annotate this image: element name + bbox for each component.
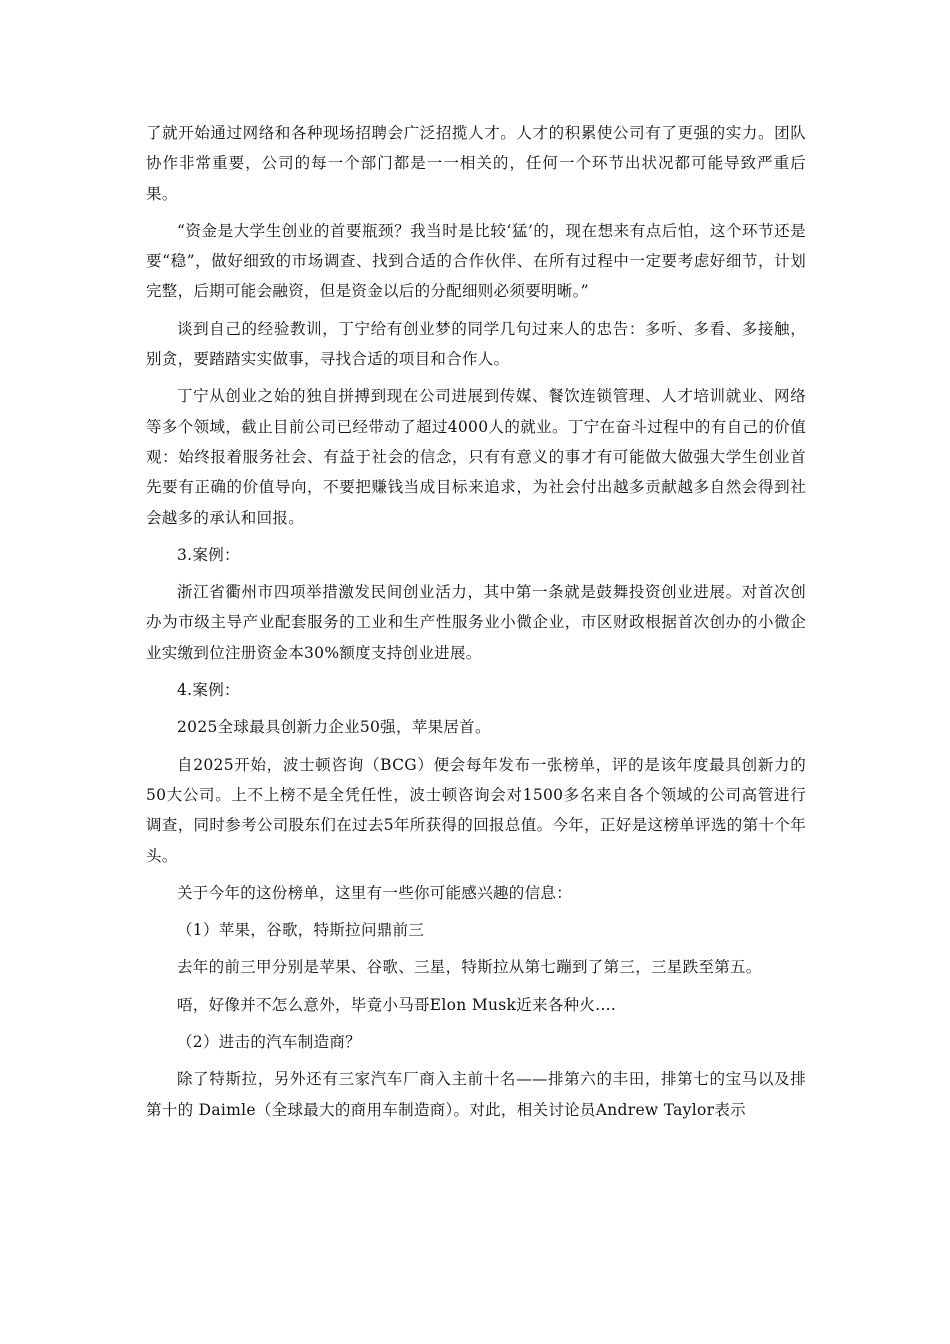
- paragraph-10: 唔，好像并不怎么意外，毕竟小马哥Elon Musk近来各种火....: [177, 995, 617, 1014]
- paragraph-7: 自2025开始，波士顿咨询（BCG）便会每年发布一张榜单，评的是该年度最具创新力的50大公司。上不上榜不是全凭任性，波士顿咨询会对1500多名来自各个领域的公司高管进行调查，同时参考公司股东们在过去5年所获得的回报总值。今年，正好是这榜单评选的第十个年头。: [146, 755, 806, 865]
- paragraph-3: 谈到自己的经验教训，丁宁给有创业梦的同学几句过来人的忠告：多听、多看、多接触，别贪，要踏踏实实做事，寻找合适的项目和合作人。: [146, 319, 806, 369]
- paragraph-4: 丁宁从创业之始的独自拼搏到现在公司进展到传媒、餐饮连锁管理、人才培训就业、网络等多个领域，截止目前公司已经带动了超过4000人的就业。丁宁在奋斗过程中的有自己的价值观：始终报着服务社会、有益于社会的信念，只有有意义的事才有可能做大做强大学生创业首先要有正确的价值导向，不要把赚钱当成目标来追求，为社会付出越多贡献越多自然会得到社会越多的承认和回报。: [146, 387, 806, 527]
- paragraph-2: “资金是大学生创业的首要瓶颈？我当时是比较‘猛’的，现在想来有点后怕，这个环节还是要“稳”，做好细致的市场调查、找到合适的合作伙伴、在所有过程中一定要考虑好细节，计划完整，后期可能会融资，但是资金以后的分配细则必须要明晰。”: [146, 221, 806, 301]
- list-item-1: （1）苹果，谷歌，特斯拉问鼎前三: [177, 921, 425, 940]
- section-heading-case-4: 4.案例：: [177, 681, 240, 700]
- paragraph-5: 浙江省衢州市四项举措激发民间创业活力，其中第一条就是鼓舞投资创业进展。对首次创办为市级主导产业配套服务的工业和生产性服务业小微企业，市区财政根据首次创办的小微企业实缴到位注册资金本30%额度支持创业进展。: [146, 583, 806, 662]
- paragraph-11: 除了特斯拉，另外还有三家汽车厂商入主前十名——排第六的丰田，排第七的宝马以及排第十的 Daimle（全球最大的商用车制造商）。对此，相关讨论员Andrew Taylor表示: [146, 1070, 806, 1119]
- paragraph-8: 关于今年的这份榜单，这里有一些你可能感兴趣的信息：: [177, 883, 573, 902]
- paragraph-6: 2025全球最具创新力企业50强，苹果居首。: [177, 718, 491, 737]
- section-heading-case-3: 3.案例：: [177, 545, 240, 564]
- list-item-2: （2）进击的汽车制造商？: [177, 1033, 361, 1052]
- document-body: [146, 118, 806, 1125]
- paragraph-9: 去年的前三甲分别是苹果、谷歌、三星，特斯拉从第七蹦到了第三，三星跌至第五。: [177, 958, 762, 977]
- paragraph-1: 了就开始通过网络和各种现场招聘会广泛招揽人才。人才的积累使公司有了更强的实力。团队协作非常重要，公司的每一个部门都是一一相关的，任何一个环节出状况都可能导致严重后果。: [146, 124, 806, 203]
